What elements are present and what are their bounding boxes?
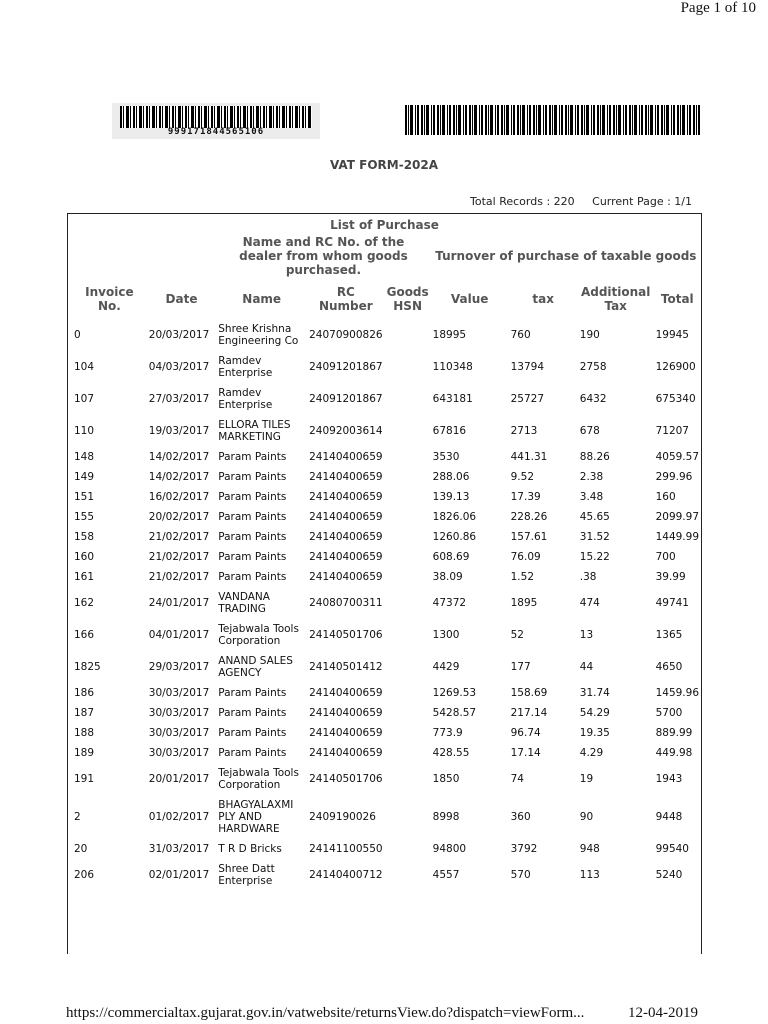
table-row — [68, 683, 701, 703]
records-info — [466, 195, 692, 208]
table-cell — [385, 507, 431, 527]
table-cell: 6432 — [579, 393, 607, 405]
table-cell: 1365 — [655, 629, 683, 641]
footer-url: https://commercialtax.gujarat.gov.in/vatwebsite/returnsView.do?dispatch=viewForm... — [66, 1005, 585, 1021]
table-cell: 19/03/2017 — [148, 425, 210, 437]
table-cell — [385, 319, 431, 351]
column-header: RC Number — [318, 285, 373, 313]
table-cell: 206 — [74, 869, 95, 881]
table-cell: 643181 — [432, 393, 473, 405]
table-cell: Param Paints — [218, 747, 287, 759]
table-cell: 24141100550 — [309, 843, 383, 855]
table-cell: 1269.53 — [432, 687, 477, 699]
table-cell — [385, 447, 431, 467]
page-indicator: Page 1 of 10 — [680, 0, 756, 16]
table-cell: 17.39 — [510, 491, 541, 503]
table-cell — [385, 651, 431, 683]
table-cell: 47372 — [432, 597, 467, 609]
table-cell — [385, 743, 431, 763]
table-cell: 24092003614 — [309, 425, 383, 437]
table-cell: 24140400712 — [309, 869, 383, 881]
table-cell: 24140501706 — [309, 629, 383, 641]
table-cell: 39.99 — [655, 571, 686, 583]
table-cell: Ramdev Enterprise — [218, 387, 273, 411]
table-cell: 24140400659 — [309, 687, 383, 699]
table-cell: 94800 — [432, 843, 467, 855]
table-cell: 21/02/2017 — [148, 551, 210, 563]
column-header: tax — [532, 292, 554, 306]
table-cell: 161 — [74, 571, 95, 583]
footer-date: 12-04-2019 — [628, 1005, 698, 1021]
table-cell: 29/03/2017 — [148, 661, 210, 673]
table-cell: 16/02/2017 — [148, 491, 210, 503]
table-cell: 24140400659 — [309, 471, 383, 483]
table-cell: 21/02/2017 — [148, 571, 210, 583]
table-cell: 1260.86 — [432, 531, 477, 543]
table-cell: 14/02/2017 — [148, 451, 210, 463]
table-cell: 217.14 — [510, 707, 548, 719]
table-cell: 1300 — [432, 629, 460, 641]
table-cell: 3.48 — [579, 491, 604, 503]
table-cell — [385, 467, 431, 487]
table-cell: Param Paints — [218, 707, 287, 719]
table-cell: 675340 — [655, 393, 696, 405]
column-header: Value — [450, 292, 489, 306]
table-cell: Shree Krishna Engineering Co — [218, 323, 299, 347]
table-cell — [385, 795, 431, 839]
table-caption: List of Purchase — [330, 218, 439, 232]
table-cell: 189 — [74, 747, 95, 759]
table-row — [68, 839, 701, 859]
table-cell: 31/03/2017 — [148, 843, 210, 855]
table-cell: 149 — [74, 471, 95, 483]
table-row — [68, 703, 701, 723]
table-cell: 158.69 — [510, 687, 548, 699]
table-cell: 19.35 — [579, 727, 610, 739]
table-cell: 1826.06 — [432, 511, 477, 523]
table-cell: 0 — [74, 329, 81, 341]
table-cell: 948 — [579, 843, 600, 855]
table-cell: 30/03/2017 — [148, 747, 210, 759]
total-records: Total Records : 220 — [470, 195, 575, 208]
table-cell: 449.98 — [655, 747, 693, 759]
table-cell: 3792 — [510, 843, 538, 855]
table-cell: 188 — [74, 727, 95, 739]
barcode-left — [112, 103, 320, 139]
table-cell: 160 — [74, 551, 95, 563]
table-cell: 441.31 — [510, 451, 548, 463]
table-cell: 228.26 — [510, 511, 548, 523]
table-cell: 2758 — [579, 361, 607, 373]
table-cell: 38.09 — [432, 571, 463, 583]
table-cell — [385, 683, 431, 703]
table-cell: 166 — [74, 629, 95, 641]
table-cell: 2 — [74, 811, 81, 823]
table-cell: 2099.97 — [655, 511, 699, 523]
table-cell — [385, 763, 431, 795]
table-row — [68, 507, 701, 527]
table-cell — [385, 547, 431, 567]
table-cell: 191 — [74, 773, 95, 785]
table-cell: 15.22 — [579, 551, 610, 563]
table-cell: 01/02/2017 — [148, 811, 210, 823]
table-cell: 13794 — [510, 361, 545, 373]
table-cell: 24140501412 — [309, 661, 383, 673]
form-title: VAT FORM-202A — [329, 158, 439, 172]
table-row — [68, 567, 701, 587]
table-cell: Param Paints — [218, 451, 287, 463]
table-cell: 570 — [510, 869, 531, 881]
table-cell: 31.52 — [579, 531, 610, 543]
table-cell: 24140400659 — [309, 571, 383, 583]
table-cell: 02/01/2017 — [148, 869, 210, 881]
table-cell: 19945 — [655, 329, 689, 341]
table-row — [68, 467, 701, 487]
table-cell: 24/01/2017 — [148, 597, 210, 609]
table-cell: Tejabwala Tools Corporation — [218, 767, 299, 791]
table-cell: 24140400659 — [309, 551, 383, 563]
table-row — [68, 447, 701, 467]
table-row — [68, 527, 701, 547]
table-cell: 190 — [579, 329, 600, 341]
table-cell: 67816 — [432, 425, 467, 437]
table-cell: 24091201867 — [309, 393, 383, 405]
turnover-group-header: Turnover of purchase of taxable goods — [435, 249, 697, 263]
table-cell: 4557 — [432, 869, 460, 881]
table-cell — [385, 619, 431, 651]
table-cell — [385, 859, 431, 891]
table-cell: 1459.96 — [655, 687, 699, 699]
table-cell — [385, 587, 431, 619]
table-cell: 44 — [579, 661, 594, 673]
table-cell: 155 — [74, 511, 95, 523]
table-cell — [385, 723, 431, 743]
table-cell: 113 — [579, 869, 600, 881]
table-row — [68, 651, 701, 683]
table-cell: 608.69 — [432, 551, 470, 563]
table-row — [68, 763, 701, 795]
table-cell: 49741 — [655, 597, 689, 609]
table-cell: 2713 — [510, 425, 538, 437]
table-cell: 24140400659 — [309, 531, 383, 543]
table-row — [68, 319, 701, 351]
table-cell: 107 — [74, 393, 95, 405]
table-cell: 700 — [655, 551, 676, 563]
table-cell: 177 — [510, 661, 531, 673]
table-cell: 139.13 — [432, 491, 470, 503]
table-cell — [385, 351, 431, 383]
table-cell: 104 — [74, 361, 95, 373]
table-cell: 1943 — [655, 773, 683, 785]
table-cell: Param Paints — [218, 471, 287, 483]
table-row — [68, 795, 701, 839]
column-header: Name — [242, 292, 282, 306]
table-cell: 158 — [74, 531, 95, 543]
barcode-bars — [120, 106, 312, 128]
table-cell: Tejabwala Tools Corporation — [218, 623, 299, 647]
table-cell: 20/02/2017 — [148, 511, 210, 523]
table-cell: 160 — [655, 491, 676, 503]
column-header: Total — [660, 292, 694, 306]
table-cell: 88.26 — [579, 451, 610, 463]
table-cell: 9.52 — [510, 471, 535, 483]
table-cell: Param Paints — [218, 571, 287, 583]
table-cell: 889.99 — [655, 727, 693, 739]
column-header: Invoice No. — [85, 285, 134, 313]
barcode-right — [405, 105, 700, 135]
table-cell: ELLORA TILES MARKETING — [218, 419, 291, 443]
table-cell: ANAND SALES AGENCY — [218, 655, 293, 679]
table-cell: 20/01/2017 — [148, 773, 210, 785]
table-cell: 4.29 — [579, 747, 604, 759]
table-cell: 24140400659 — [309, 451, 383, 463]
table-cell: 24140400659 — [309, 747, 383, 759]
column-header: Date — [165, 292, 198, 306]
table-cell — [385, 703, 431, 723]
table-cell: 428.55 — [432, 747, 470, 759]
table-cell: 13 — [579, 629, 594, 641]
table-cell — [385, 487, 431, 507]
table-cell: 24091201867 — [309, 361, 383, 373]
table-cell: 25727 — [510, 393, 545, 405]
purchase-table — [68, 214, 701, 891]
table-cell: VANDANA TRADING — [218, 591, 270, 615]
table-cell: 5240 — [655, 869, 683, 881]
table-cell: 1850 — [432, 773, 460, 785]
table-row — [68, 743, 701, 763]
table-cell: 157.61 — [510, 531, 548, 543]
table-cell — [385, 415, 431, 447]
table-cell: 27/03/2017 — [148, 393, 210, 405]
table-cell: 186 — [74, 687, 95, 699]
table-row — [68, 619, 701, 651]
table-cell: Ramdev Enterprise — [218, 355, 273, 379]
table-cell: 14/02/2017 — [148, 471, 210, 483]
table-cell: 1895 — [510, 597, 538, 609]
table-cell: 8998 — [432, 811, 460, 823]
table-cell: 90 — [579, 811, 594, 823]
table-cell: 678 — [579, 425, 600, 437]
current-page: Current Page : 1/1 — [592, 195, 692, 208]
table-cell: 1825 — [74, 661, 101, 673]
table-cell: 760 — [510, 329, 531, 341]
table-row — [68, 859, 701, 891]
table-cell: 30/03/2017 — [148, 687, 210, 699]
table-cell: 4059.57 — [655, 451, 699, 463]
table-cell: 2409190026 — [309, 811, 376, 823]
table-cell: 5700 — [655, 707, 683, 719]
table-cell: 99540 — [655, 843, 689, 855]
table-cell: 162 — [74, 597, 95, 609]
purchase-table-box — [67, 213, 702, 954]
table-cell: 24140501706 — [309, 773, 383, 785]
table-row — [68, 487, 701, 507]
table-cell: BHAGYALAXMI PLY AND HARDWARE — [218, 799, 294, 835]
table-cell: 24140400659 — [309, 511, 383, 523]
table-cell: Param Paints — [218, 531, 287, 543]
table-cell: 24140400659 — [309, 727, 383, 739]
table-cell: 30/03/2017 — [148, 707, 210, 719]
table-cell: 19 — [579, 773, 594, 785]
table-cell: 20 — [74, 843, 88, 855]
dealer-group-header: Name and RC No. of the dealer from whom goods purchased. — [239, 235, 408, 277]
table-row — [68, 383, 701, 415]
table-cell: 76.09 — [510, 551, 541, 563]
table-cell: 9448 — [655, 811, 683, 823]
table-cell: 17.14 — [510, 747, 541, 759]
table-row — [68, 547, 701, 567]
table-cell: 96.74 — [510, 727, 541, 739]
table-cell: 24140400659 — [309, 491, 383, 503]
table-cell: Param Paints — [218, 551, 287, 563]
table-cell — [385, 527, 431, 547]
table-cell: 1.52 — [510, 571, 535, 583]
table-cell: 773.9 — [432, 727, 463, 739]
table-cell: 151 — [74, 491, 95, 503]
table-cell: Param Paints — [218, 511, 287, 523]
table-cell: 4650 — [655, 661, 683, 673]
barcode-number: 999171844565106 — [167, 127, 265, 137]
table-cell: 4429 — [432, 661, 460, 673]
table-cell: 24080700311 — [309, 597, 383, 609]
table-cell: 74 — [510, 773, 524, 785]
table-cell: 04/01/2017 — [148, 629, 210, 641]
table-cell: T R D Bricks — [218, 843, 282, 855]
table-cell: 24070900826 — [309, 329, 383, 341]
table-cell: Param Paints — [218, 727, 287, 739]
table-row — [68, 351, 701, 383]
table-cell: 2.38 — [579, 471, 604, 483]
table-cell: 288.06 — [432, 471, 470, 483]
table-cell: .38 — [579, 571, 597, 583]
table-cell: 18995 — [432, 329, 467, 341]
table-cell: 299.96 — [655, 471, 693, 483]
column-header: Additional Tax — [580, 285, 651, 313]
table-cell: 187 — [74, 707, 95, 719]
table-cell: 21/02/2017 — [148, 531, 210, 543]
table-cell: 71207 — [655, 425, 689, 437]
table-cell: Param Paints — [218, 687, 287, 699]
table-cell: 148 — [74, 451, 95, 463]
table-cell: 474 — [579, 597, 600, 609]
table-cell — [385, 839, 431, 859]
table-row — [68, 587, 701, 619]
table-cell — [385, 567, 431, 587]
table-cell: 54.29 — [579, 707, 610, 719]
table-cell: Shree Datt Enterprise — [218, 863, 275, 887]
table-cell: 5428.57 — [432, 707, 477, 719]
table-cell: 110 — [74, 425, 95, 437]
table-cell: 31.74 — [579, 687, 610, 699]
table-cell — [385, 383, 431, 415]
table-cell: Param Paints — [218, 491, 287, 503]
table-cell: 30/03/2017 — [148, 727, 210, 739]
table-cell: 52 — [510, 629, 524, 641]
table-cell: 04/03/2017 — [148, 361, 210, 373]
table-cell: 3530 — [432, 451, 460, 463]
table-cell: 45.65 — [579, 511, 610, 523]
table-cell: 360 — [510, 811, 531, 823]
table-row — [68, 723, 701, 743]
table-cell: 20/03/2017 — [148, 329, 210, 341]
table-cell: 110348 — [432, 361, 473, 373]
table-cell: 24140400659 — [309, 707, 383, 719]
table-row — [68, 415, 701, 447]
column-header: Goods HSN — [386, 285, 429, 313]
table-cell: 126900 — [655, 361, 696, 373]
table-cell: 1449.99 — [655, 531, 699, 543]
